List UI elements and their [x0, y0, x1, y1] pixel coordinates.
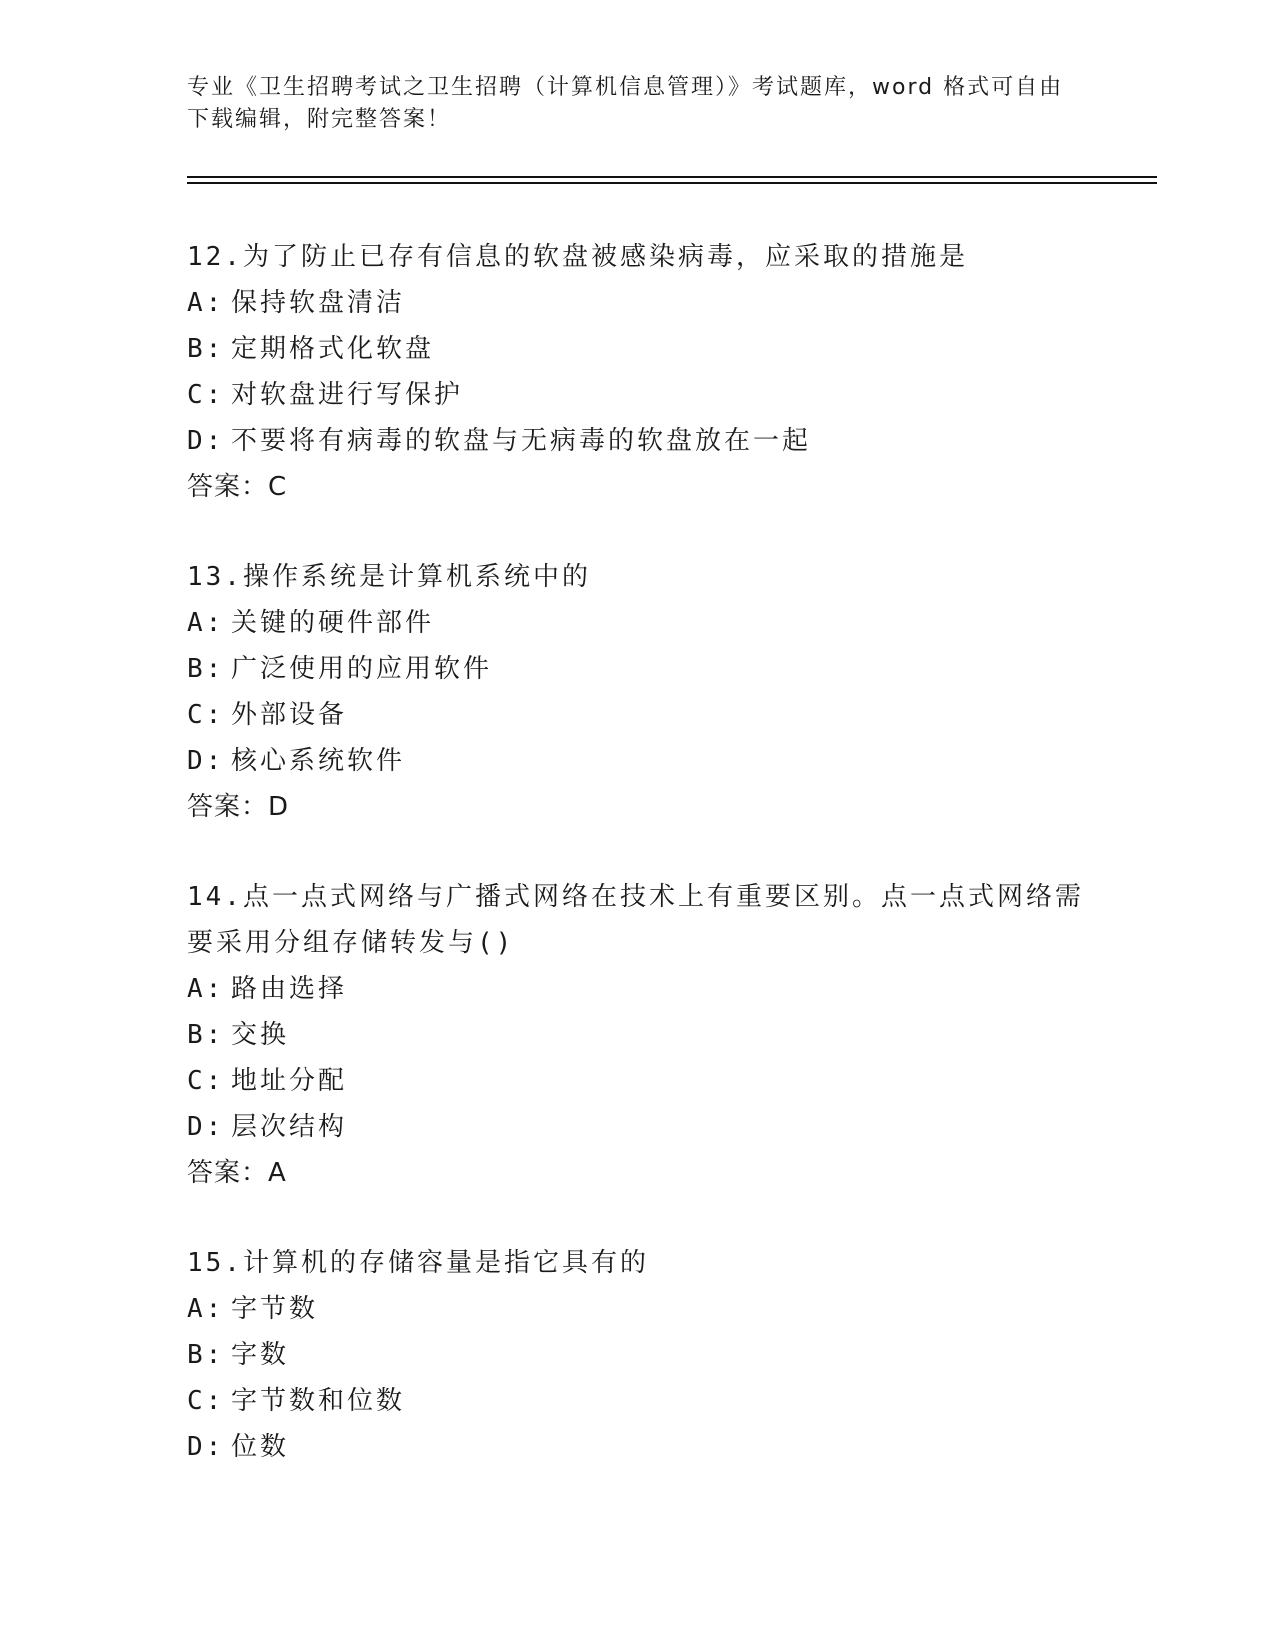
option-letter: D: — [187, 746, 225, 776]
option-letter: D: — [187, 426, 225, 456]
question-stem: 12.为了防止已存有信息的软盘被感染病毒，应采取的措施是 — [187, 242, 968, 272]
option-a — [187, 280, 1087, 326]
option-letter: B: — [187, 1020, 225, 1050]
option-c — [187, 372, 1087, 418]
option-letter: B: — [187, 334, 225, 364]
option-text: 定期格式化软盘 — [231, 334, 435, 364]
option-text: 核心系统软件 — [231, 746, 406, 776]
option-text: 关键的硬件部件 — [231, 608, 435, 638]
option-b — [187, 646, 1087, 692]
question-stem: 13.操作系统是计算机系统中的 — [187, 562, 591, 592]
option-letter: A: — [187, 1294, 225, 1324]
option-d — [187, 1104, 1087, 1150]
option-letter: C: — [187, 1386, 225, 1416]
question-14 — [187, 874, 1087, 1196]
option-c — [187, 1058, 1087, 1104]
option-text: 字节数 — [231, 1294, 319, 1324]
option-text: 对软盘进行写保护 — [231, 380, 464, 410]
header-divider-top — [187, 176, 1157, 178]
answer-line: 答案：D — [187, 792, 290, 822]
question-stem: 14.点一点式网络与广播式网络在技术上有重要区别。点一点式网络需要采用分组存储转发与() — [187, 882, 1084, 958]
option-letter: A: — [187, 974, 225, 1004]
option-text: 字数 — [231, 1340, 290, 1370]
option-letter: C: — [187, 1066, 225, 1096]
question-12 — [187, 234, 1087, 510]
question-15 — [187, 1240, 1087, 1470]
option-a — [187, 966, 1087, 1012]
option-b — [187, 326, 1087, 372]
option-text: 交换 — [231, 1020, 290, 1050]
option-letter: B: — [187, 1340, 225, 1370]
option-text: 外部设备 — [231, 700, 348, 730]
option-text: 层次结构 — [231, 1112, 348, 1142]
option-letter: A: — [187, 288, 225, 318]
option-letter: B: — [187, 654, 225, 684]
option-letter: C: — [187, 700, 225, 730]
header-divider-bottom — [187, 182, 1157, 184]
option-text: 地址分配 — [231, 1066, 348, 1096]
option-c — [187, 1378, 1087, 1424]
option-text: 保持软盘清洁 — [231, 288, 406, 318]
option-b — [187, 1332, 1087, 1378]
option-a — [187, 600, 1087, 646]
option-letter: A: — [187, 608, 225, 638]
question-13 — [187, 554, 1087, 830]
option-text: 路由选择 — [231, 974, 348, 1004]
option-text: 不要将有病毒的软盘与无病毒的软盘放在一起 — [231, 426, 812, 456]
option-a — [187, 1286, 1087, 1332]
option-d — [187, 418, 1087, 464]
option-b — [187, 1012, 1087, 1058]
option-text: 字节数和位数 — [231, 1386, 406, 1416]
option-d — [187, 1424, 1087, 1470]
option-letter: C: — [187, 380, 225, 410]
option-text: 广泛使用的应用软件 — [231, 654, 493, 684]
answer-line: 答案：C — [187, 472, 288, 502]
option-letter: D: — [187, 1432, 225, 1462]
option-text: 位数 — [231, 1432, 290, 1462]
document-header: 专业《卫生招聘考试之卫生招聘（计算机信息管理）》考试题库，word 格式可自由下载编辑，附完整答案！ — [187, 75, 1064, 132]
option-d — [187, 738, 1087, 784]
option-c — [187, 692, 1087, 738]
option-letter: D: — [187, 1112, 225, 1142]
answer-line: 答案：A — [187, 1158, 287, 1188]
question-stem: 15.计算机的存储容量是指它具有的 — [187, 1248, 649, 1278]
